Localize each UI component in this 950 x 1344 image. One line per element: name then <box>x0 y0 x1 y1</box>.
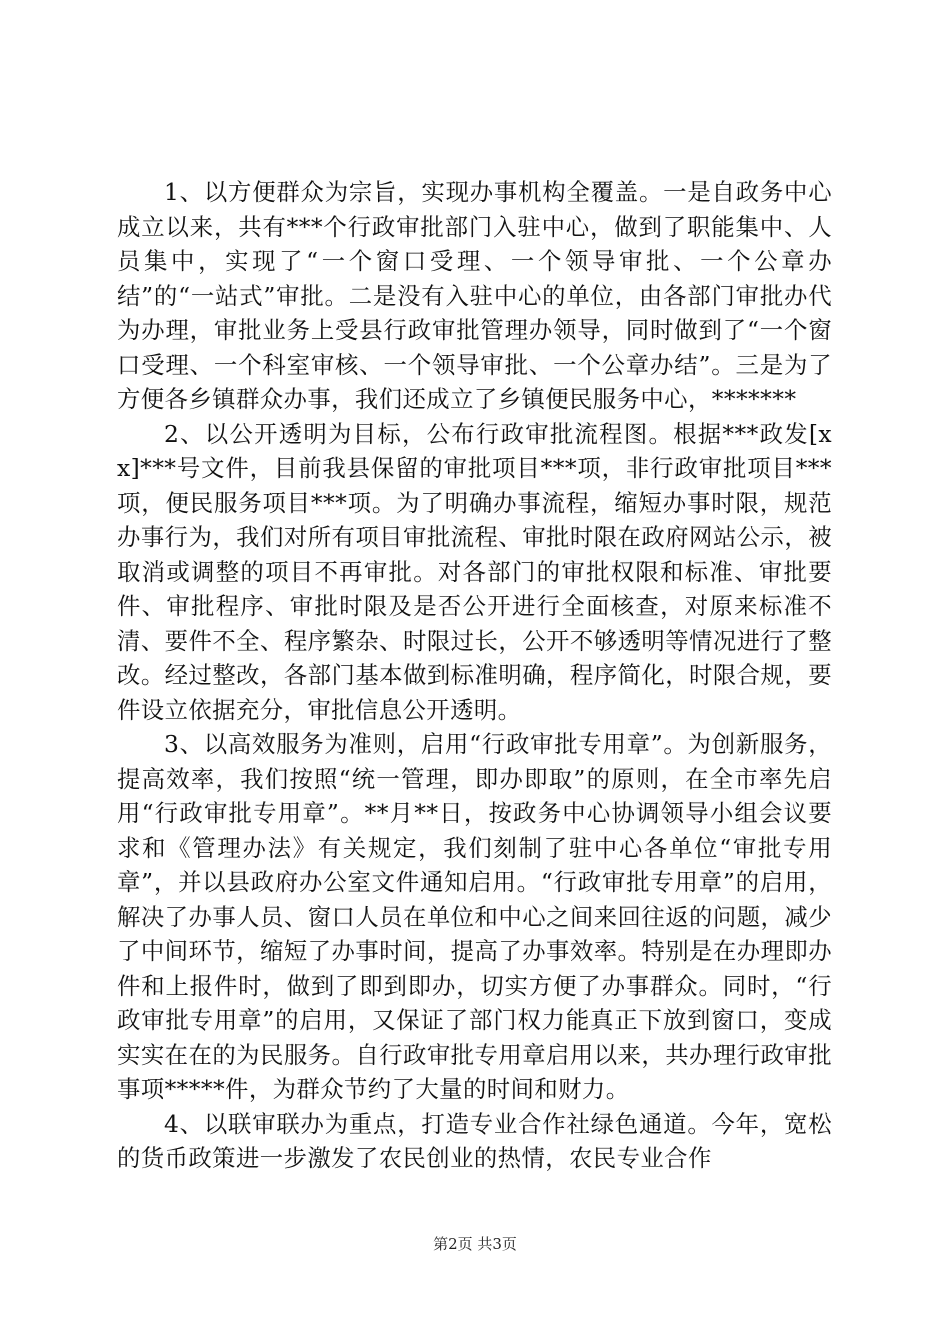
document-body <box>117 175 832 1176</box>
paragraph-4: 4、以联审联办为重点，打造专业合作社绿色通道。今年，宽松的货币政策进一步激发了农民创业的热情，农民专业合作 <box>117 1109 832 1172</box>
paragraph-1: 1、以方便群众为宗旨，实现办事机构全覆盖。一是自政务中心成立以来，共有***个行政审批部门入驻中心，做到了职能集中、人员集中，实现了“一个窗口受理、一个领导审批、一个公章办结”的“一站式”审批。二是没有入驻中心的单位，由各部门审批办代为办理，审批业务上受县行政审批管理办领导，同时做到了“一个窗口受理、一个科室审核、一个领导审批、一个公章办结”。三是为了方便各乡镇群众办事，我们还成立了乡镇便民服务中心，******* <box>117 178 832 413</box>
paragraph-2: 2、以公开透明为目标，公布行政审批流程图。根据***政发[xx]***号文件，目前我县保留的审批项目***项，非行政审批项目***项，便民服务项目***项。为了明确办事流程，缩短办事时限，规范办事行为，我们对所有项目审批流程、审批时限在政府网站公示，被取消或调整的项目不再审批。对各部门的审批权限和标准、审批要件、审批程序、审批时限及是否公开进行全面核查，对原来标准不清、要件不全、程序繁杂、时限过长，公开不够透明等情况进行了整改。经过整改，各部门基本做到标准明确，程序简化，时限合规，要件设立依据充分，审批信息公开透明。 <box>117 419 832 724</box>
page-footer: 第2页 共3页 <box>433 1235 517 1253</box>
paragraph-3: 3、以高效服务为准则，启用“行政审批专用章”。为创新服务，提高效率，我们按照“统一管理，即办即取”的原则，在全市率先启用“行政审批专用章”。**月**日，按政务中心协调领导小组会议要求和《管理办法》有关规定，我们刻制了驻中心各单位“审批专用章”，并以县政府办公室文件通知启用。“行政审批专用章”的启用，解决了办事人员、窗口人员在单位和中心之间来回往返的问题，减少了中间环节，缩短了办事时间，提高了办事效率。特别是在办理即办件和上报件时，做到了即到即办，切实方便了办事群众。同时，“行政审批专用章”的启用，又保证了部门权力能真正下放到窗口，变成实实在在的为民服务。自行政审批专用章启用以来，共办理行政审批事项*****件，为群众节约了大量的时间和财力。 <box>117 730 832 1103</box>
